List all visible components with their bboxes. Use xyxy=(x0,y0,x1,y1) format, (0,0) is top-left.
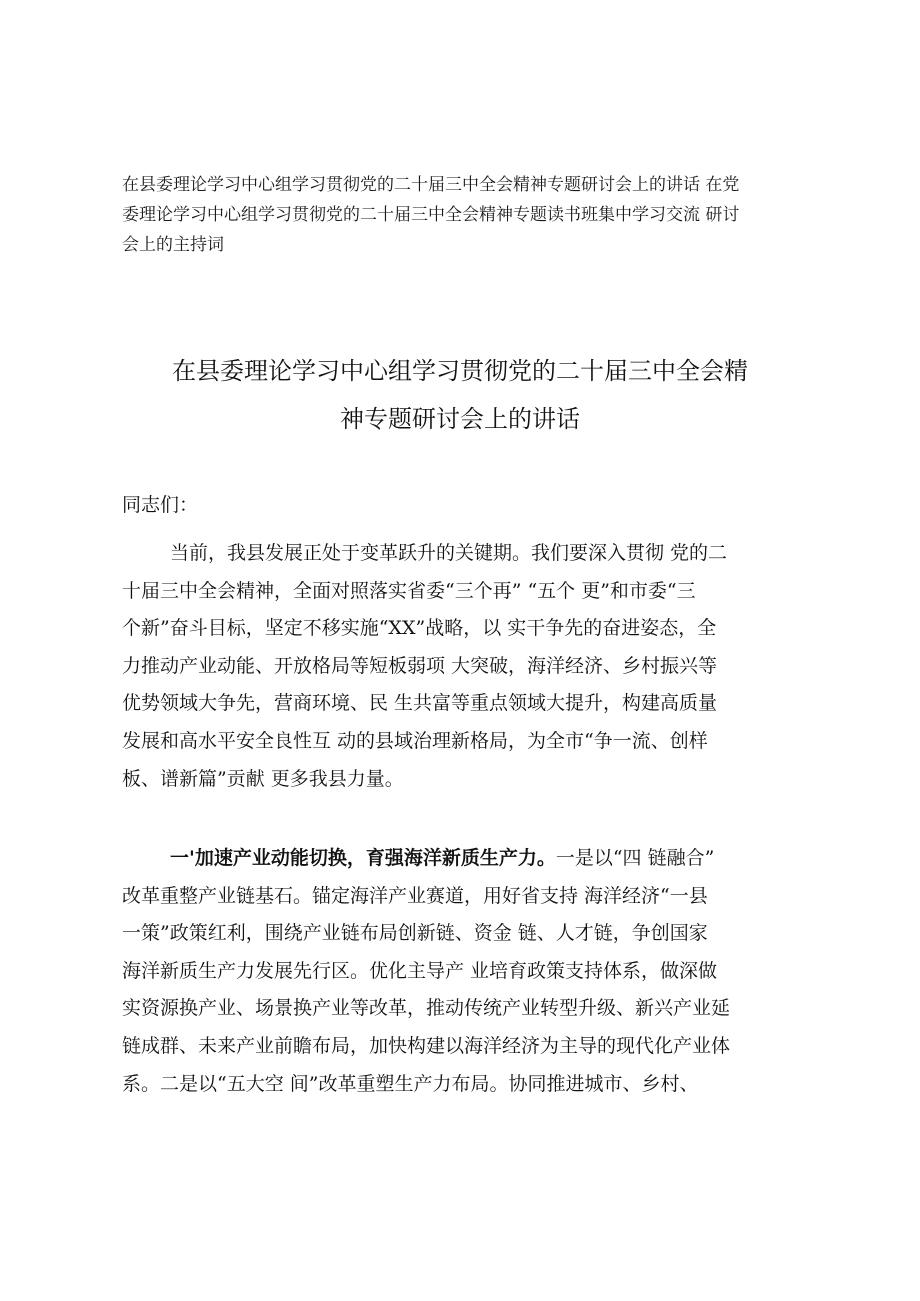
paragraph-line: 实资源换产业、场景换产业等改革，推动传统产业转型升级、新兴产业延 xyxy=(122,997,731,1020)
salutation: 同志们： xyxy=(122,494,199,516)
document-header xyxy=(122,170,812,260)
paragraph-line: 一策”政策红利，围绕产业链布局创新链、资金 链、人才链，争创国家 xyxy=(122,922,708,945)
paragraph-first-line xyxy=(122,840,832,878)
header-line: 委理论学习中心组学习贯彻党的二十届三中全会精神专题读书班集中学习交流 研讨 xyxy=(122,205,740,225)
paragraph-line: 系。二是以“五大空 间”改革重塑生产力布局。协同推进城市、乡村、 xyxy=(122,1072,699,1095)
paragraph-text: 一是以“四 链融合” xyxy=(555,847,715,869)
paragraph-line: 海洋新质生产力发展先行区。优化主导产 业培育政策支持体系，做深做 xyxy=(122,959,718,982)
title-line: 神专题研讨会上的讲话 xyxy=(340,405,580,433)
paragraph-intro xyxy=(122,535,832,798)
paragraph-line: 力推动产业动能、开放格局等短板弱项 大突破，海洋经济、乡村振兴等 xyxy=(122,654,718,677)
paragraph-line: 个新”奋斗目标，坚定不移实施“XX”战略，以 实干争先的奋进姿态，全 xyxy=(122,617,717,640)
paragraph-line: 当前，我县发展正处于变革跃升的关键期。我们要深入贯彻 党的二 xyxy=(170,542,728,564)
paragraph-line: 发展和高水平安全良性互 动的县域治理新格局，为全市“争一流、创样 xyxy=(122,729,708,752)
section-heading: 一'加速产业动能切换，育强海洋新质生产力。 xyxy=(170,847,556,869)
header-line: 在县委理论学习中心组学习贯彻党的二十届三中全会精神专题研讨会上的讲话 在党 xyxy=(122,175,740,195)
header-line: 会上的主持词 xyxy=(122,235,224,255)
paragraph-line: 优势领域大争先，营商环境、民 生共富等重点领域大提升，构建高质量 xyxy=(122,692,718,715)
paragraph-line: 链成群、未来产业前瞻布局，加快构建以海洋经济为主导的现代化产业体 xyxy=(122,1034,731,1057)
document-title xyxy=(80,347,840,443)
paragraph-line: 改革重整产业链基石。锚定海洋产业赛道，用好省支持 海洋经济“一县 xyxy=(122,884,708,907)
title-line: 在县委理论学习中心组学习贯彻党的二十届三中全会精 xyxy=(172,357,748,385)
paragraph-section-one xyxy=(122,840,832,1103)
paragraph-line: 板、谱新篇”贡献 更多我县力量。 xyxy=(122,767,404,790)
paragraph-line: 十届三中全会精神，全面对照落实省委“三个再” “五个 更”和市委“三 xyxy=(122,579,696,602)
